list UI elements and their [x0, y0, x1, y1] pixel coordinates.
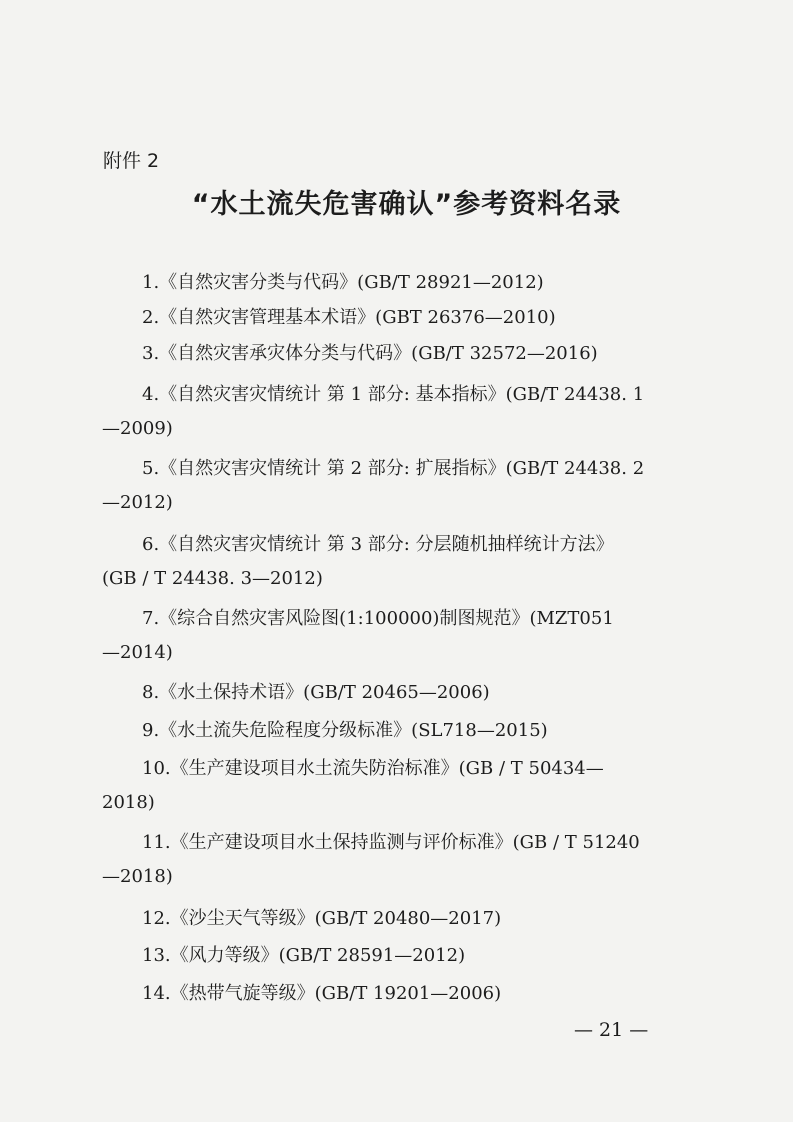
reference-line: 4.《自然灾害灾情统计 第 1 部分: 基本指标》(GB/T 24438. 1 [142, 384, 645, 405]
reference-item [102, 452, 696, 520]
reference-line: 2018) [102, 792, 155, 813]
reference-item [102, 602, 696, 670]
reference-line: 10.《生产建设项目水土流失防治标准》(GB / T 50434— [142, 758, 604, 779]
reference-line: 8.《水土保持术语》(GB/T 20465—2006) [142, 682, 490, 703]
attachment-label: 附件 2 [103, 150, 160, 172]
reference-line: 5.《自然灾害灾情统计 第 2 部分: 扩展指标》(GB/T 24438. 2 [142, 458, 645, 479]
reference-line: 14.《热带气旋等级》(GB/T 19201—2006) [142, 983, 502, 1004]
reference-line: 1.《自然灾害分类与代码》(GB/T 28921—2012) [142, 272, 544, 293]
reference-item [102, 752, 696, 820]
reference-line: 9.《水土流失危险程度分级标准》(SL718—2015) [142, 720, 548, 741]
reference-item [102, 826, 696, 894]
reference-item [102, 301, 696, 335]
reference-line: 13.《风力等级》(GB/T 28591—2012) [142, 945, 466, 966]
reference-line: 3.《自然灾害承灾体分类与代码》(GB/T 32572—2016) [142, 343, 598, 364]
reference-item [102, 337, 696, 371]
reference-line: —2009) [102, 418, 173, 439]
reference-line: —2012) [102, 492, 173, 513]
reference-item [102, 977, 696, 1011]
reference-item [102, 676, 696, 710]
reference-item [102, 528, 696, 596]
page-number: — 21 — [574, 1019, 649, 1041]
reference-line: 2.《自然灾害管理基本术语》(GBT 26376—2010) [142, 307, 556, 328]
reference-line: 11.《生产建设项目水土保持监测与评价标准》(GB / T 51240 [142, 832, 640, 853]
page-title: “水土流失危害确认”参考资料名录 [191, 189, 622, 220]
reference-item [102, 714, 696, 748]
reference-line: —2018) [102, 866, 173, 887]
reference-line: (GB / T 24438. 3—2012) [102, 568, 323, 589]
reference-line: —2014) [102, 642, 173, 663]
reference-item [102, 902, 696, 936]
reference-line: 12.《沙尘天气等级》(GB/T 20480—2017) [142, 908, 502, 929]
reference-line: 7.《综合自然灾害风险图(1:100000)制图规范》(MZT051 [142, 608, 614, 629]
reference-item [102, 939, 696, 973]
reference-line: 6.《自然灾害灾情统计 第 3 部分: 分层随机抽样统计方法》 [142, 534, 614, 555]
reference-item [102, 378, 696, 446]
reference-item [102, 266, 696, 300]
